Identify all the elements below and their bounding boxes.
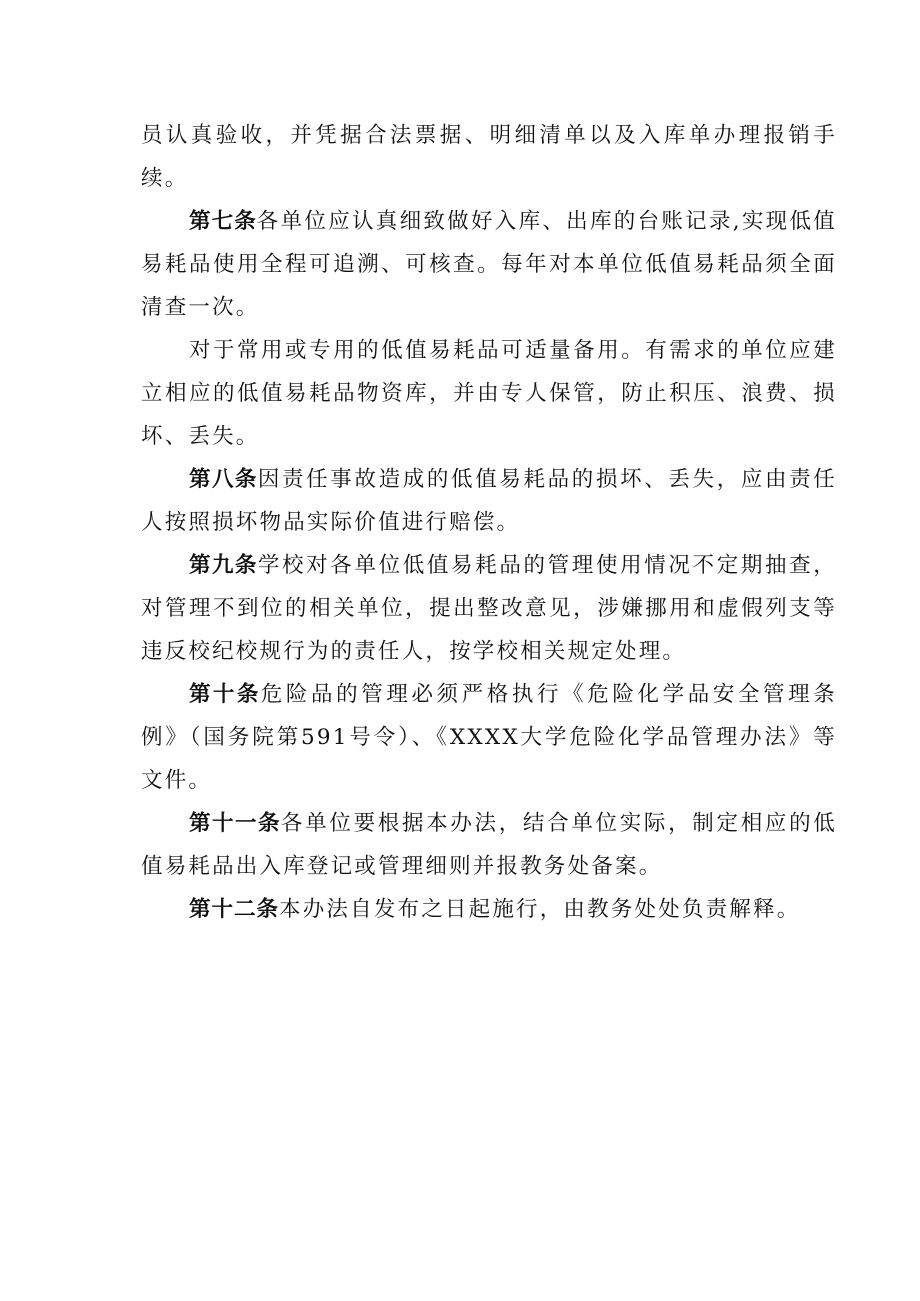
paragraph-text: 员认真验收，并凭据合法票据、明细清单以及入库单办理报销手续。 — [141, 123, 837, 191]
article-number: 第九条 — [189, 553, 258, 578]
article-number: 第八条 — [189, 467, 258, 492]
paragraph-article-7 — [141, 200, 837, 329]
document-body — [141, 114, 837, 931]
paragraph-text: 对于常用或专用的低值易耗品可适量备用。有需求的单位应建立相应的低值易耗品物资库，并由专人保管，防止积压、浪费、损坏、丢失。 — [141, 338, 837, 449]
article-number: 第七条 — [189, 209, 257, 234]
paragraph-reserve-stock — [141, 329, 837, 458]
paragraph-article-10 — [141, 673, 837, 802]
paragraph-text: 各单位应认真细致做好入库、出库的台账记录,实现低值易耗品使用全程可追溯、可核查。每年对本单位低值易耗品须全面清查一次。 — [141, 209, 837, 320]
paragraph-article-8 — [141, 458, 837, 544]
paragraph-text: 学校对各单位低值易耗品的管理使用情况不定期抽查，对管理不到位的相关单位，提出整改意见，涉嫌挪用和虚假列支等违反校纪校规行为的责任人，按学校相关规定处理。 — [141, 553, 837, 664]
paragraph-article-11 — [141, 802, 837, 888]
article-number: 第十二条 — [189, 897, 280, 922]
paragraph-article-12 — [141, 888, 837, 931]
article-number: 第十条 — [189, 682, 261, 707]
paragraph-article-9 — [141, 544, 837, 673]
paragraph-text: 因责任事故造成的低值易耗品的损坏、丢失，应由责任人按照损坏物品实际价值进行赔偿。 — [141, 467, 837, 535]
paragraph-text: 各单位要根据本办法，结合单位实际，制定相应的低值易耗品出入库登记或管理细则并报教务处备案。 — [141, 811, 837, 879]
article-number: 第十一条 — [189, 811, 281, 836]
paragraph-text: 本办法自发布之日起施行，由教务处处负责解释。 — [279, 897, 801, 922]
paragraph-continuation — [141, 114, 837, 200]
paragraph-text: 危险品的管理必须严格执行《危险化学品安全管理条例》（国务院第591号令）、《XXXX大学危险化学品管理办法》等文件。 — [141, 682, 837, 793]
